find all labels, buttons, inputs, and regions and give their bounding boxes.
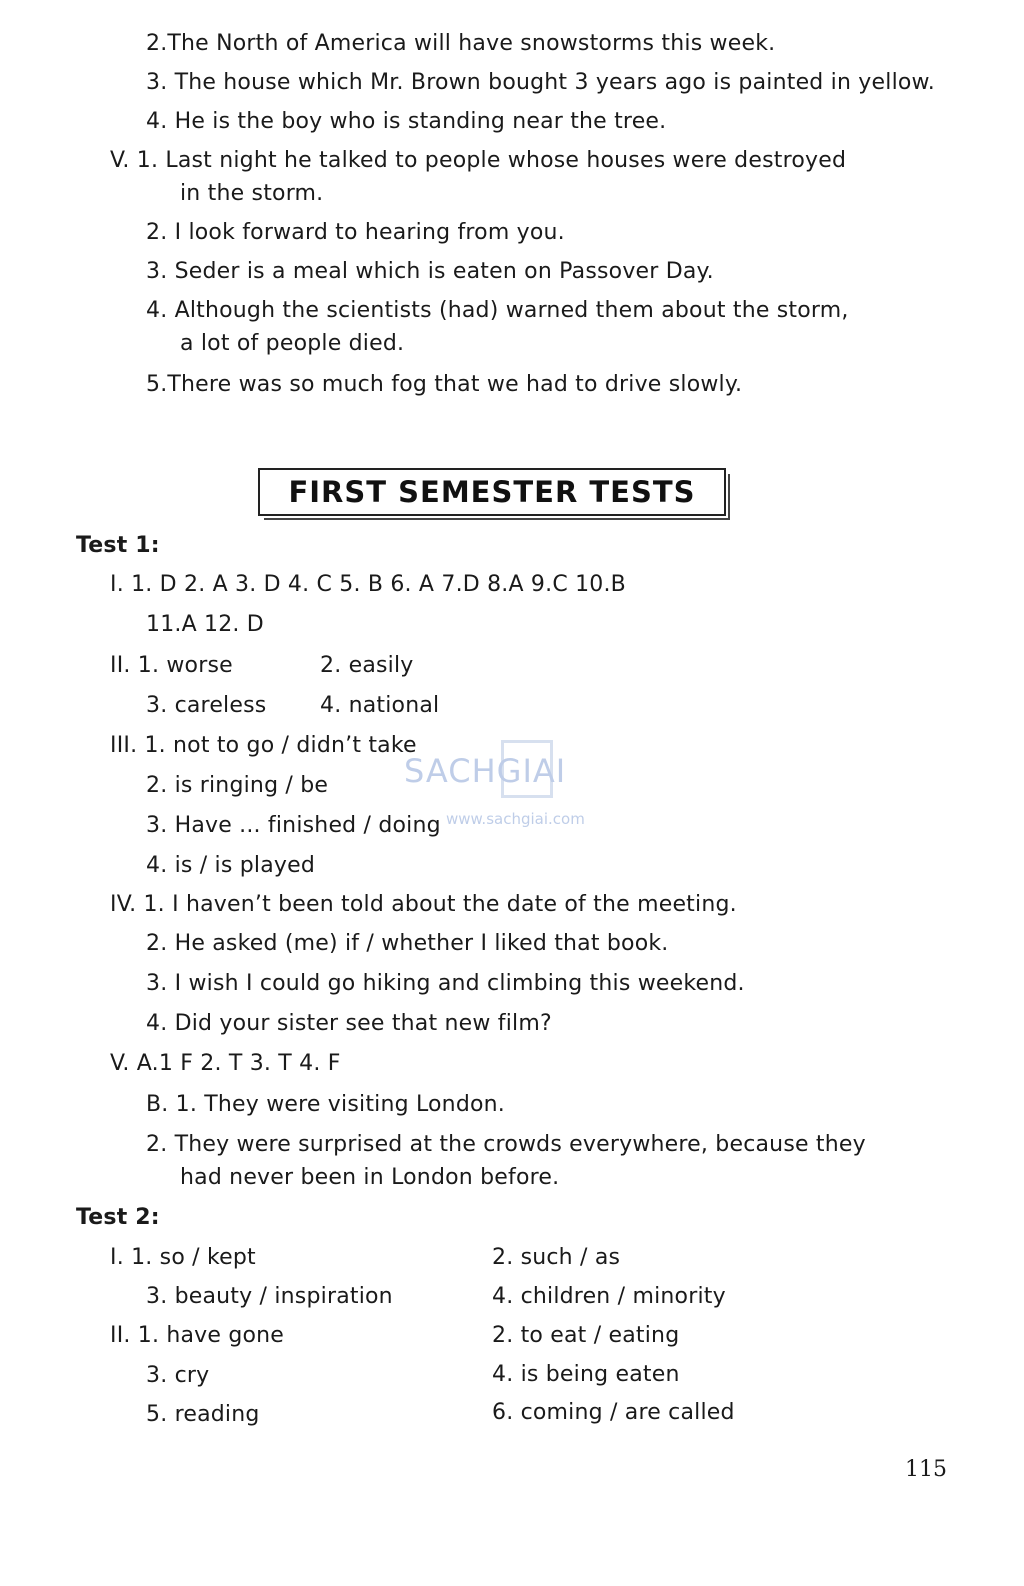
- answer-line: 3. The house which Mr. Brown bought 3 years ago is painted in yellow.: [146, 70, 935, 95]
- answer-line: 3. Have ... finished / doing: [146, 813, 441, 838]
- watermark-url: www.sachgiai.com: [446, 810, 585, 828]
- answer-line: 3. cry: [146, 1363, 210, 1388]
- answer-line: 4. Although the scientists (had) warned them about the storm,: [146, 298, 849, 323]
- answer-line: 2. is ringing / be: [146, 773, 329, 798]
- answer-line: 5.There was so much fog that we had to drive slowly.: [146, 372, 743, 397]
- answer-line: 2. such / as: [492, 1245, 621, 1270]
- watermark-brand: SACHGIAI: [404, 752, 567, 790]
- answer-line: II. 1. worse: [110, 653, 233, 678]
- answer-line: 11.A 12. D: [146, 612, 264, 637]
- answer-line: 2. easily: [320, 653, 414, 678]
- answer-line: had never been in London before.: [180, 1165, 560, 1190]
- answer-line: 2. I look forward to hearing from you.: [146, 220, 565, 245]
- answer-line: V. A.1 F 2. T 3. T 4. F: [110, 1051, 341, 1076]
- section-title: FIRST SEMESTER TESTS: [288, 475, 696, 509]
- page-number: 115: [905, 1457, 947, 1482]
- answer-line: 2. He asked (me) if / whether I liked that book.: [146, 931, 669, 956]
- answer-line: 2.The North of America will have snowstorms this week.: [146, 31, 776, 56]
- answer-line: 3. careless: [146, 693, 267, 718]
- answer-line: in the storm.: [180, 181, 324, 206]
- answer-line: B. 1. They were visiting London.: [146, 1092, 505, 1117]
- answer-line: 5. reading: [146, 1402, 260, 1427]
- answer-line: 4. is being eaten: [492, 1362, 680, 1387]
- answer-line: 4. is / is played: [146, 853, 316, 878]
- answer-line: 3. beauty / inspiration: [146, 1284, 393, 1309]
- test2-heading: Test 2:: [76, 1205, 160, 1230]
- answer-line: I. 1. so / kept: [110, 1245, 256, 1270]
- answer-line: a lot of people died.: [180, 331, 405, 356]
- answer-line: II. 1. have gone: [110, 1323, 285, 1348]
- answer-line: 3. I wish I could go hiking and climbing this weekend.: [146, 971, 745, 996]
- answer-line: III. 1. not to go / didn’t take: [110, 733, 417, 758]
- answer-line: 4. Did your sister see that new film?: [146, 1011, 552, 1036]
- answer-line: 2. They were surprised at the crowds everywhere, because they: [146, 1132, 866, 1157]
- answer-line: 2. to eat / eating: [492, 1323, 680, 1348]
- answer-line: V. 1. Last night he talked to people whose houses were destroyed: [110, 148, 847, 173]
- answer-line: 4. He is the boy who is standing near the tree.: [146, 109, 667, 134]
- answer-line: 4. national: [320, 693, 440, 718]
- watermark-logo: [404, 740, 614, 830]
- answer-line: I. 1. D 2. A 3. D 4. C 5. B 6. A 7.D 8.A 9.C 10.B: [110, 572, 626, 597]
- answer-line: 4. children / minority: [492, 1284, 726, 1309]
- answer-line: IV. 1. I haven’t been told about the date of the meeting.: [110, 892, 737, 917]
- answer-line: 6. coming / are called: [492, 1400, 735, 1425]
- section-title-box: [258, 468, 726, 516]
- answer-line: 3. Seder is a meal which is eaten on Passover Day.: [146, 259, 714, 284]
- test1-heading: Test 1:: [76, 533, 160, 558]
